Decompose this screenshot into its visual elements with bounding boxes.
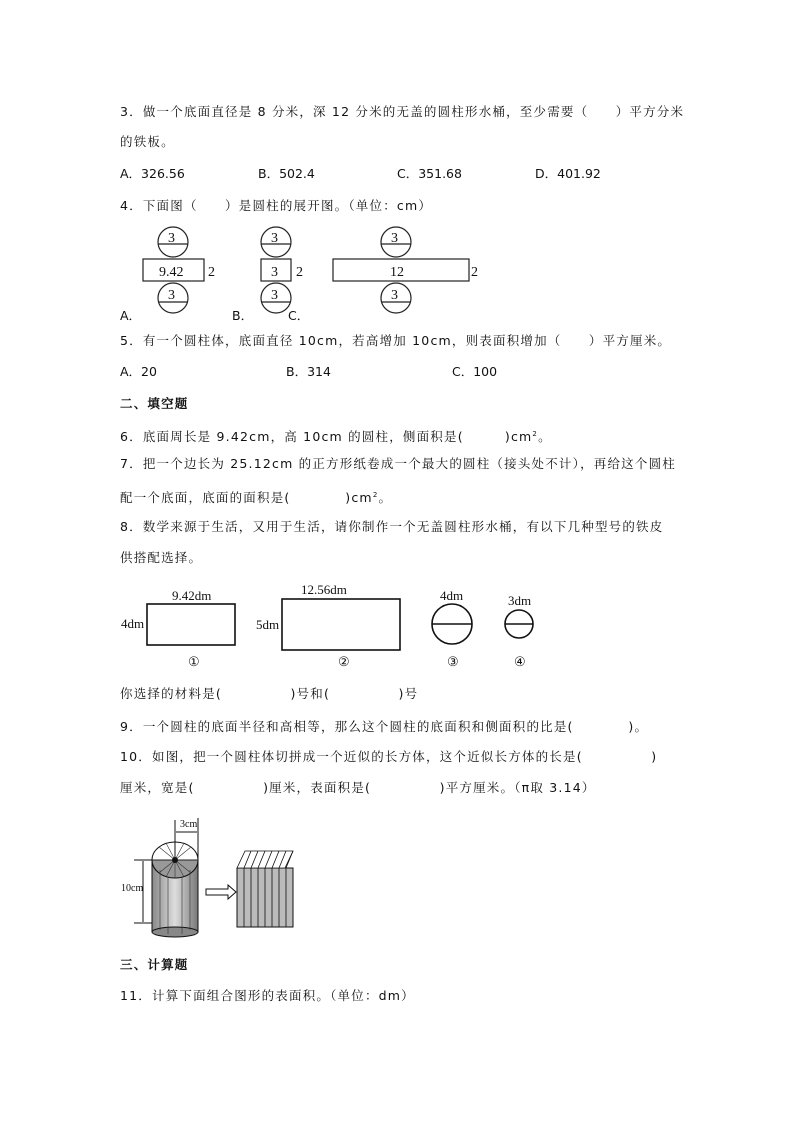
- q3-option-c: C．351.68: [397, 166, 462, 181]
- q3-option-d: D．401.92: [535, 166, 601, 181]
- superscript: 2: [372, 491, 379, 499]
- q7-text: 7．把一个边长为 25.12cm 的正方形纸卷成一个最大的圆柱（接头处不计），再给这个圆柱: [120, 456, 676, 471]
- q7-body: 配一个底面，底面的面积是( )cm: [120, 490, 373, 506]
- label: 4dm: [121, 616, 145, 631]
- label: ④: [514, 654, 526, 669]
- superscript: 2: [532, 430, 539, 438]
- q6-end: 。: [538, 429, 552, 445]
- section-heading: 二、填空题: [120, 396, 189, 411]
- q3-option-b: B．502.4: [258, 166, 315, 181]
- q3-option-a: A．326.56: [120, 166, 185, 181]
- label: 12.56dm: [301, 582, 347, 597]
- q8-answer: 你选择的材料是( )号和( )号: [120, 686, 419, 701]
- label: 3: [271, 265, 278, 280]
- q10-text-cont: 厘米，宽是( )厘米，表面积是( )平方厘米。（π取 3.14）: [120, 780, 596, 795]
- label: 3: [271, 288, 278, 303]
- label: 3: [271, 231, 278, 246]
- height-label: 10cm: [121, 883, 144, 894]
- q11-text: 11．计算下面组合图形的表面积。（单位：dm）: [120, 988, 415, 1003]
- label: 2: [471, 265, 478, 280]
- label: 3: [168, 288, 175, 303]
- label: 2: [296, 265, 303, 280]
- q9-text: 9．一个圆柱的底面半径和高相等，那么这个圆柱的底面积和侧面积的比是( )。: [120, 719, 649, 734]
- q4-text: 4．下面图（ ）是圆柱的展开图。（单位：cm）: [120, 198, 433, 213]
- label: 9.42dm: [172, 588, 212, 603]
- q4-option-c: C．: [288, 308, 310, 323]
- section-heading: 三、计算题: [120, 957, 189, 972]
- q3-text-cont: 的铁板。: [120, 134, 175, 149]
- q5-option-a: A．20: [120, 364, 157, 379]
- q3-text: 3．做一个底面直径是 8 分米，深 12 分米的无盖的圆柱形水桶，至少需要（ ）平方分米: [120, 104, 685, 119]
- label: ②: [338, 654, 350, 669]
- q8-text: 8．数学来源于生活，又用于生活，请你制作一个无盖圆柱形水桶，有以下几种型号的铁皮: [120, 519, 664, 534]
- label: 9.42: [159, 265, 184, 280]
- label: 4dm: [440, 588, 464, 603]
- q5-option-b: B．314: [286, 364, 331, 379]
- label: 2: [208, 265, 215, 280]
- label: 5dm: [256, 617, 280, 632]
- label: 3: [168, 231, 175, 246]
- q5-text: 5．有一个圆柱体，底面直径 10cm，若高增加 10cm，则表面积增加（ ）平方厘米。: [120, 333, 672, 348]
- label: ①: [188, 654, 200, 669]
- q4-option-b: B．: [232, 308, 254, 323]
- q6-body: 6．底面周长是 9.42cm，高 10cm 的圆柱，侧面积是( )cm: [120, 429, 533, 445]
- label: 3dm: [508, 593, 532, 608]
- q4-option-a: A．: [120, 308, 142, 323]
- q7-end: 。: [378, 490, 393, 506]
- q5-option-c: C．100: [452, 364, 498, 379]
- label: 12: [390, 265, 404, 280]
- q10-text: 10．如图，把一个圆柱体切拼成一个近似的长方体，这个近似长方体的长是( ): [120, 749, 658, 764]
- q8-text-cont: 供搭配选择。: [120, 550, 203, 565]
- radius-label: 3cm: [180, 819, 198, 830]
- label: 3: [391, 231, 398, 246]
- label: ③: [447, 654, 459, 669]
- label: 3: [391, 288, 398, 303]
